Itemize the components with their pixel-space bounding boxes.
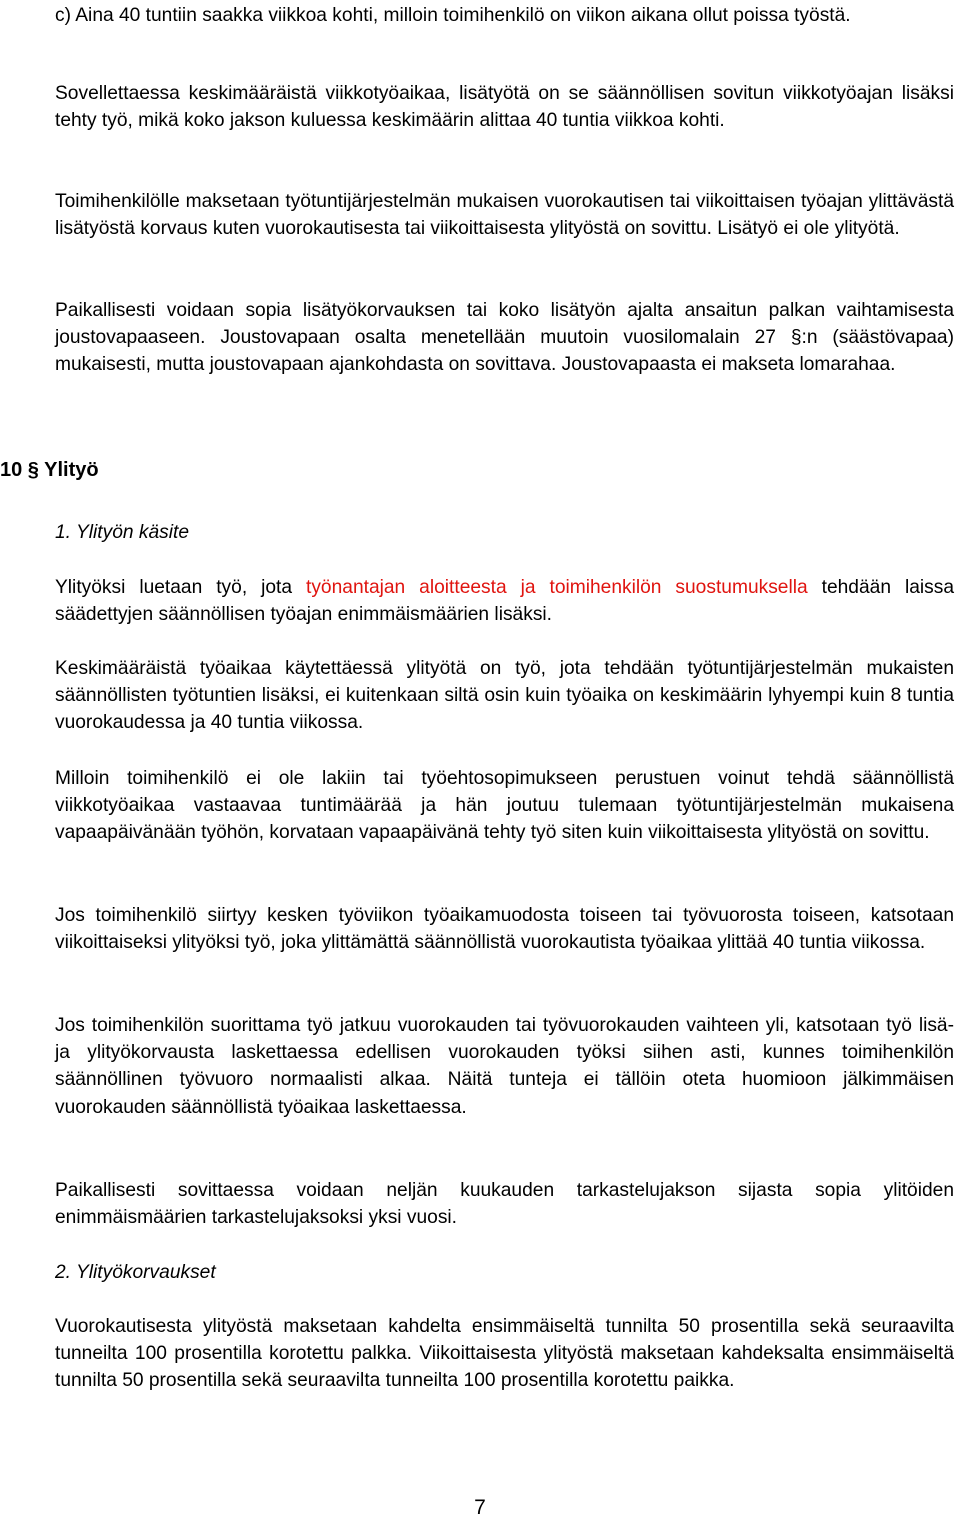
paragraph-text <box>55 574 954 628</box>
paragraph-korvaus <box>55 188 954 242</box>
paragraph-korvausprosentit <box>55 1313 954 1395</box>
section-heading: 10 § Ylityö <box>0 459 99 481</box>
subheading-text: 1. Ylityön käsite <box>55 522 190 543</box>
subheading-ylityon-kasite <box>55 519 954 546</box>
paragraph-joustovapaa <box>55 297 954 379</box>
text-run: tehdään laissa säädettyjen säännöllisen työajan enimmäismäärien lisäksi. <box>55 577 954 626</box>
paragraph-vapaapaiva <box>55 765 954 847</box>
paragraph-text: Paikallisesti sovittaessa voidaan neljän kuukauden tarkastelujakson sijasta sopia ylitöiden enimmäismäärien tarkastelujaksoksi yksi vuosi. <box>55 1180 954 1229</box>
paragraph-keskimaarainen-tyoaika <box>55 655 954 737</box>
page-number: 7 <box>474 1496 486 1519</box>
paragraph-keskimaarainen <box>55 80 954 134</box>
paragraph-text: Keskimääräistä työaikaa käytettäessä ylityötä on työ, jota tehdään työtuntijärjestelmän mukaisten säännöllisten työtuntien lisäksi, ei kuitenkaan siltä osin kuin työaika on keskimäärin lyhyempi kuin 8 tuntia vuorokaudessa ja 40 tuntia viikossa. <box>55 658 954 734</box>
paragraph-vuorokauden-vaihde <box>55 1012 954 1121</box>
subheading-text: 2. Ylityökorvaukset <box>55 1262 216 1283</box>
paragraph-text: Sovellettaessa keskimääräistä viikkotyöaikaa, lisätyötä on se säännöllisen sovitun viikkotyöajan lisäksi tehty työ, mikä koko jakson kuluessa keskimäärin alittaa 40 tuntia viikkoa kohti. <box>55 83 954 132</box>
paragraph-text: Vuorokautisesta ylityöstä maksetaan kahdelta ensimmäiseltä tunnilta 50 prosentilla sekä seuraavilta tunneilta 100 prosentilla korotettu palkka. Viikoittaisesta ylityöstä maksetaan kahdeksalta ensimmäiseltä tunnilta 50 prosentilla sekä seuraavilta tunneilta 100 prosentilla korotettu paikka. <box>55 1316 954 1392</box>
paragraph-text: Paikallisesti voidaan sopia lisätyökorvauksen tai koko lisätyön ajalta ansaitun palkan vaihtamisesta joustovapaaseen. Joustovapaan osalta menetellään muutoin vuosilomalain 27 §:n (säästövapaa) mukaisesti, mutta joustovapaan ajankohdasta on sovittava. Joustovapaasta ei makseta lomarahaa. <box>55 300 954 376</box>
paragraph-text: c) Aina 40 tuntiin saakka viikkoa kohti, milloin toimihenkilö on viikon aikana ollut poissa työstä. <box>55 5 851 26</box>
paragraph-text: Toimihenkilölle maksetaan työtuntijärjestelmän mukaisen vuorokautisen tai viikoittaisen työajan ylittävästä lisätyöstä korvaus kuten vuorokautisesta tai viikoittaisesta ylityöstä on sovittu. Lisätyö ei ole ylityötä. <box>55 191 954 240</box>
paragraph-tarkastelujakso <box>55 1177 954 1231</box>
paragraph-tyoaikamuoto <box>55 902 954 956</box>
paragraph-text: Jos toimihenkilön suorittama työ jatkuu vuorokauden tai työvuorokauden vaihteen yli, katsotaan työ lisä- ja ylityökorvausta laskettaessa edellisen vuorokauden työksi siihen asti, kunnes toimihenkilön säännöllinen työvuoro normaalisti alkaa. Näitä tunteja ei tällöin oteta huomioon jälkimmäisen vuorokauden säännöllistä työaikaa laskettaessa. <box>55 1015 954 1118</box>
paragraph-text: Jos toimihenkilö siirtyy kesken työviikon työaikamuodosta toiseen tai työvuorosta toiseen, katsotaan viikoittaiseksi ylityöksi työ, joka ylittämättä säännöllistä vuorokautista työaikaa ylittää 40 tuntia viikossa. <box>55 905 954 954</box>
paragraph-text: Milloin toimihenkilö ei ole lakiin tai työehtosopimukseen perustuen voinut tehdä säännöllistä viikkotyöaikaa vastaavaa tuntimäärää ja hän joutuu tulemaan työtuntijärjestelmän mukaisena vapaapäivänään työhön, korvataan vapaapäivänä tehty työ siten kuin viikoittaisesta ylityöstä on sovittu. <box>55 768 954 844</box>
paragraph-ylityon-maaritelma <box>55 574 954 628</box>
highlighted-text: työnantajan aloitteesta ja toimihenkilön suostumuksella <box>306 577 808 598</box>
subheading-ylityokorvaukset <box>55 1259 954 1286</box>
text-run: Ylityöksi luetaan työ, jota <box>55 577 306 598</box>
paragraph-lisatyo-c <box>55 2 954 29</box>
